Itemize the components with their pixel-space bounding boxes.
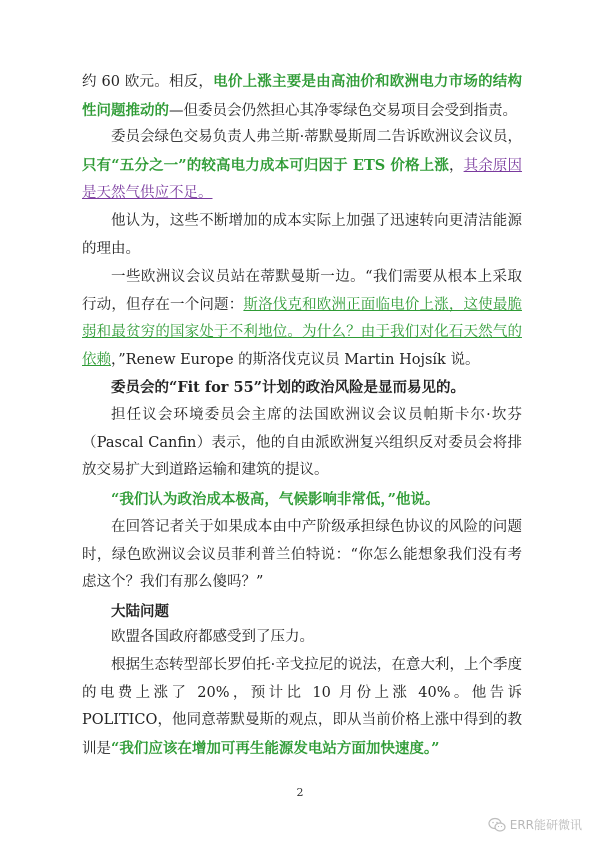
section-heading: 大陆问题: [111, 603, 169, 620]
paragraph-9: 欧盟各国政府都感受到了压力。: [111, 629, 314, 645]
underline-green: 斯洛伐克和欧洲正面临电价上涨，这使最脆弱和最贫穷的国家处于不利地位。为什么？由于我们对化石天然气的依赖: [82, 296, 523, 368]
paragraph-4: 一些欧洲议会议员站在蒂默曼斯一边。“我们需要从根本上采取行动，但存在一个问题：斯洛伐克和欧洲正面临电价上涨，这使最脆弱和最贫穷的国家处于不利地位。为什么？由于我们对化石天然气的依赖，”Renew Europe 的斯洛伐克议员 Martin Hojsík 说。: [82, 269, 523, 368]
paragraph-5: 委员会的“Fit for 55”计划的政治风险是显而易见的。: [111, 379, 466, 396]
paragraph-3: 他认为，这些不断增加的成本实际上加强了迅速转向更清洁能源的理由。: [82, 213, 522, 257]
highlight-green: 电价上涨主要是由高油价和欧洲电力市场的结构性问题推动的: [82, 73, 523, 119]
page-number: 2: [296, 786, 304, 799]
underline-purple: 其余原因是天然气供应不足。: [82, 157, 523, 202]
highlight-green: “我们应该在增加可再生能源发电站方面加快速度。”: [111, 739, 440, 757]
watermark: [488, 816, 582, 833]
paragraph-2: 委员会绿色交易负责人弗兰斯·蒂默曼斯周二告诉欧洲议会议员，只有“五分之一”的较高电力成本可归因于 ETS 价格上涨，其余原因是天然气供应不足。: [82, 129, 523, 202]
paragraph-7: “我们认为政治成本极高，气候影响非常低，”他说。: [111, 491, 440, 508]
paragraph-6: 担任议会环境委员会主席的法国欧洲议会议员帕斯卡尔·坎芬（Pascal Canfin）表示，他的自由派欧洲复兴组织反对委员会将排放交易扩大到道路运输和建筑的提议。: [82, 407, 522, 479]
paragraph-8: 在回答记者关于如果成本由中产阶级承担绿色协议的风险的问题时，绿色欧洲议会议员菲利普兰伯特说：“你怎么能想象我们没有考虑这个？我们有那么傻吗？”: [82, 519, 522, 591]
wechat-icon: [488, 817, 506, 833]
watermark-text: ERR能研微讯: [509, 818, 582, 832]
paragraph-1: 约 60 欧元。相反，电价上涨主要是由高油价和欧洲电力市场的结构性问题推动的—但委员会仍然担心其净零绿色交易项目会受到指责。: [82, 73, 523, 119]
highlight-green: 只有“五分之一”的较高电力成本可归因于 ETS 价格上涨: [82, 156, 449, 174]
paragraph-10: 根据生态转型部长罗伯托·辛戈拉尼的说法，在意大利，上个季度的电费上涨了 20%，预计比 10 月份上涨 40%。他告诉 POLITICO，他同意蒂默曼斯的观点，即从当前价格上涨中得到的教训是“我们应该在增加可再生能源发电站方面加快速度。”: [82, 657, 522, 757]
